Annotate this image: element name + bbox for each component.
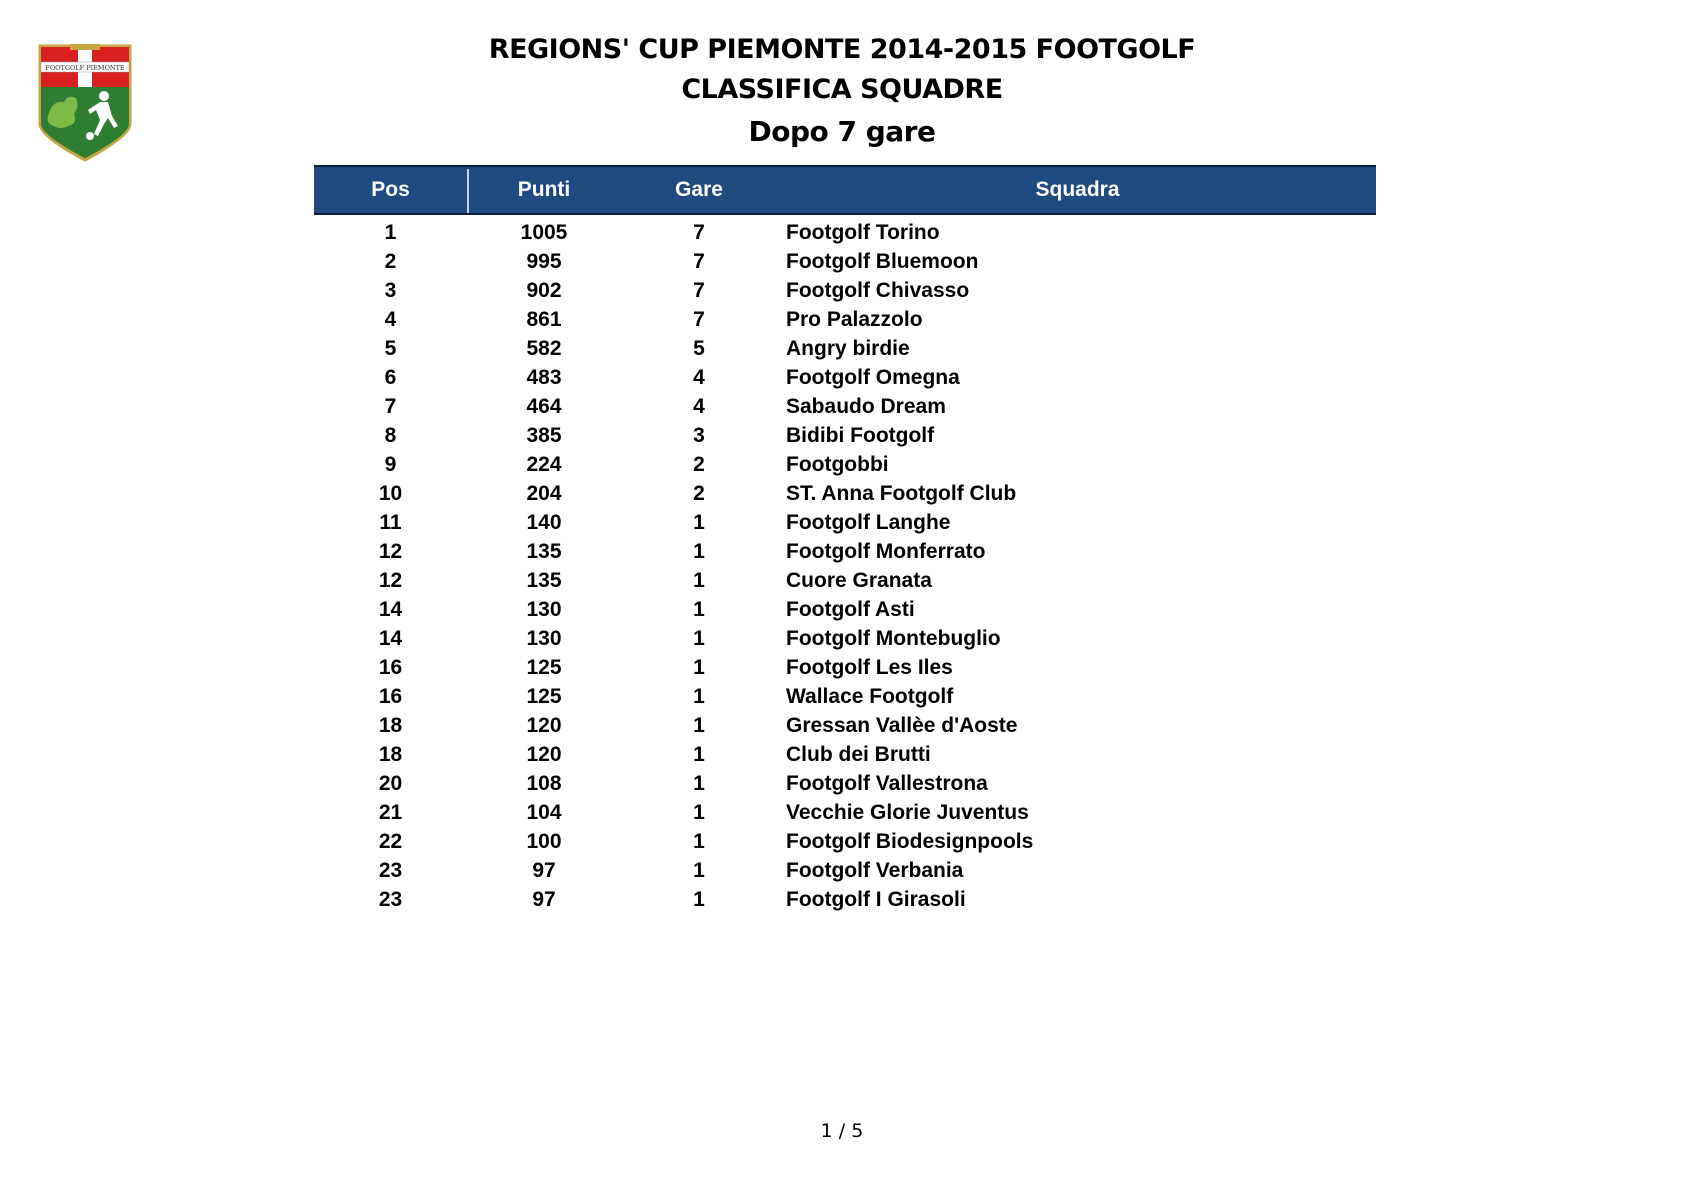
column-header-pos: Pos xyxy=(371,178,410,201)
cell-gare: 4 xyxy=(693,395,705,418)
cell-pos: 14 xyxy=(378,598,403,621)
cell-squadra: Footgolf Montebuglio xyxy=(786,627,1001,650)
cell-punti: 130 xyxy=(526,598,562,621)
cell-gare: 1 xyxy=(693,859,705,882)
table-row xyxy=(314,885,1376,914)
cell-pos: 12 xyxy=(378,569,403,592)
cell-punti: 120 xyxy=(526,714,562,737)
cell-punti: 97 xyxy=(532,859,556,882)
cell-pos: 11 xyxy=(379,511,402,534)
table-row xyxy=(314,363,1376,392)
cell-gare: 7 xyxy=(693,308,705,331)
cell-punti: 120 xyxy=(526,743,562,766)
column-header-gare: Gare xyxy=(675,178,723,201)
cell-squadra: Footgolf Torino xyxy=(786,221,940,244)
cell-pos: 18 xyxy=(378,743,403,766)
cell-pos: 1 xyxy=(384,221,397,244)
table-row xyxy=(314,566,1376,595)
cell-pos: 20 xyxy=(378,772,403,795)
cell-pos: 7 xyxy=(384,395,397,418)
cell-punti: 97 xyxy=(532,888,556,911)
cell-punti: 100 xyxy=(526,830,562,853)
cell-squadra: Footgolf Langhe xyxy=(786,511,951,534)
cell-pos: 2 xyxy=(384,250,397,273)
cell-pos: 16 xyxy=(378,656,403,679)
cell-punti: 204 xyxy=(526,482,562,505)
cell-punti: 108 xyxy=(526,772,562,795)
page-title: REGIONS' CUP PIEMONTE 2014-2015 FOOTGOLF xyxy=(488,34,1196,65)
cell-pos: 9 xyxy=(384,453,397,476)
table-row xyxy=(314,508,1376,537)
table-row xyxy=(314,653,1376,682)
cell-squadra: Footgolf Vallestrona xyxy=(786,772,988,795)
table-row xyxy=(314,276,1376,305)
cell-pos: 12 xyxy=(378,540,403,563)
cell-squadra: Wallace Footgolf xyxy=(786,685,954,708)
table-row xyxy=(314,334,1376,363)
cell-punti: 130 xyxy=(526,627,562,650)
page-number: 1 / 5 xyxy=(820,1120,864,1142)
cell-punti: 464 xyxy=(526,395,562,418)
cell-pos: 10 xyxy=(378,482,403,505)
cell-pos: 8 xyxy=(384,424,397,447)
cell-squadra: Cuore Granata xyxy=(786,569,932,592)
table-row xyxy=(314,537,1376,566)
cell-squadra: Angry birdie xyxy=(786,337,910,360)
cell-punti: 483 xyxy=(526,366,562,389)
cell-punti: 140 xyxy=(526,511,562,534)
cell-punti: 135 xyxy=(526,540,562,563)
cell-squadra: Club dei Brutti xyxy=(786,743,931,766)
cell-punti: 1005 xyxy=(520,221,568,244)
cell-gare: 7 xyxy=(693,250,705,273)
cell-squadra: Gressan Vallèe d'Aoste xyxy=(786,714,1018,737)
cell-squadra: Footgolf I Girasoli xyxy=(786,888,966,911)
cell-squadra: Footgobbi xyxy=(786,453,889,476)
cell-pos: 21 xyxy=(378,801,403,824)
cell-gare: 1 xyxy=(693,801,705,824)
cell-pos: 23 xyxy=(378,859,403,882)
cell-squadra: Footgolf Omegna xyxy=(786,366,960,389)
cell-squadra: Footgolf Chivasso xyxy=(786,279,970,302)
table-row xyxy=(314,624,1376,653)
cell-gare: 7 xyxy=(693,221,705,244)
cell-gare: 1 xyxy=(693,627,705,650)
cell-squadra: Footgolf Les Iles xyxy=(786,656,953,679)
table-row xyxy=(314,479,1376,508)
cell-gare: 1 xyxy=(693,743,705,766)
cell-pos: 23 xyxy=(378,888,403,911)
column-header-squadra: Squadra xyxy=(1035,178,1120,201)
cell-squadra: Footgolf Asti xyxy=(786,598,915,621)
table-row xyxy=(314,740,1376,769)
cell-gare: 1 xyxy=(693,569,705,592)
table-row xyxy=(314,769,1376,798)
page-subtitle: CLASSIFICA SQUADRE xyxy=(681,74,1003,105)
cell-squadra: Pro Palazzolo xyxy=(786,308,923,331)
table-row xyxy=(314,798,1376,827)
cell-pos: 16 xyxy=(378,685,403,708)
table-row xyxy=(314,305,1376,334)
table-row xyxy=(314,450,1376,479)
cell-punti: 125 xyxy=(526,685,562,708)
cell-punti: 385 xyxy=(526,424,562,447)
cell-gare: 5 xyxy=(693,337,705,360)
cell-punti: 861 xyxy=(526,308,562,331)
cell-pos: 22 xyxy=(378,830,403,853)
cell-squadra: ST. Anna Footgolf Club xyxy=(786,482,1017,505)
cell-pos: 3 xyxy=(384,279,397,302)
column-header-punti: Punti xyxy=(517,178,571,201)
table-header xyxy=(314,165,1376,215)
table-row xyxy=(314,421,1376,450)
cell-gare: 3 xyxy=(693,424,705,447)
cell-squadra: Footgolf Biodesignpools xyxy=(786,830,1034,853)
logo-text: FOOTGOLF PIEMONTE xyxy=(45,64,125,72)
table-row xyxy=(314,247,1376,276)
cell-pos: 6 xyxy=(384,366,397,389)
table-row xyxy=(314,682,1376,711)
cell-pos: 14 xyxy=(378,627,403,650)
cell-punti: 582 xyxy=(526,337,562,360)
cell-squadra: Footgolf Bluemoon xyxy=(786,250,979,273)
cell-gare: 1 xyxy=(693,888,705,911)
cell-gare: 1 xyxy=(693,511,705,534)
cell-punti: 135 xyxy=(526,569,562,592)
cell-squadra: Bidibi Footgolf xyxy=(786,424,935,447)
table-row xyxy=(314,827,1376,856)
cell-squadra: Footgolf Monferrato xyxy=(786,540,986,563)
table-row xyxy=(314,711,1376,740)
cell-punti: 125 xyxy=(526,656,562,679)
cell-punti: 902 xyxy=(526,279,562,302)
cell-squadra: Vecchie Glorie Juventus xyxy=(786,801,1029,824)
cell-punti: 224 xyxy=(526,453,562,476)
cell-gare: 1 xyxy=(693,714,705,737)
cell-gare: 4 xyxy=(693,366,705,389)
cell-gare: 1 xyxy=(693,540,705,563)
cell-gare: 1 xyxy=(693,830,705,853)
page-subsubtitle: Dopo 7 gare xyxy=(748,115,936,148)
table-row xyxy=(314,595,1376,624)
standings-table xyxy=(314,165,1376,914)
cell-gare: 7 xyxy=(693,279,705,302)
cell-gare: 2 xyxy=(693,453,705,476)
cell-gare: 1 xyxy=(693,685,705,708)
cell-gare: 1 xyxy=(693,656,705,679)
cell-pos: 5 xyxy=(384,337,397,360)
cell-pos: 4 xyxy=(384,308,397,331)
cell-gare: 2 xyxy=(693,482,705,505)
cell-gare: 1 xyxy=(693,598,705,621)
cell-punti: 995 xyxy=(526,250,562,273)
table-row xyxy=(314,392,1376,421)
cell-pos: 18 xyxy=(378,714,403,737)
cell-squadra: Sabaudo Dream xyxy=(786,395,946,418)
table-body xyxy=(314,218,1376,914)
cell-punti: 104 xyxy=(526,801,562,824)
cell-gare: 1 xyxy=(693,772,705,795)
table-row xyxy=(314,218,1376,247)
table-row xyxy=(314,856,1376,885)
cell-squadra: Footgolf Verbania xyxy=(786,859,964,882)
